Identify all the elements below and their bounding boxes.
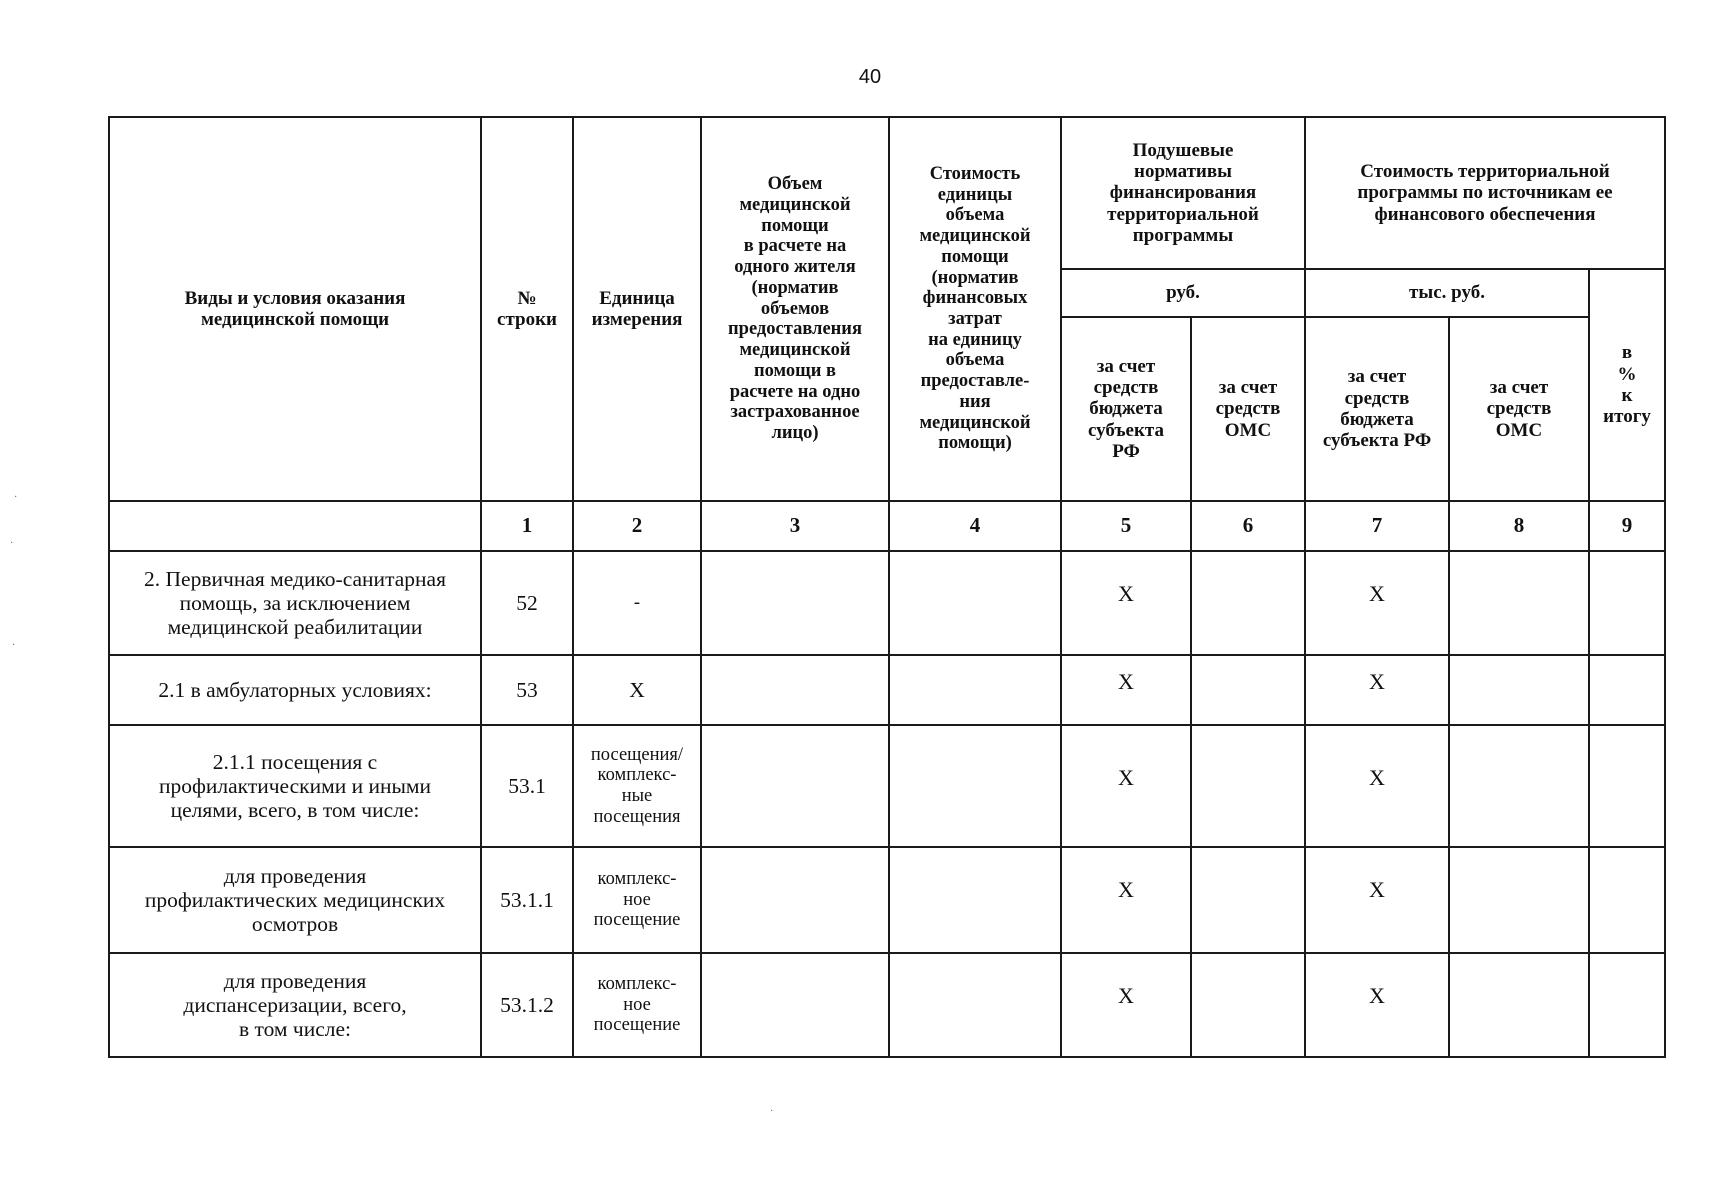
column-numbers-row (109, 501, 1665, 551)
table-row (109, 725, 1665, 847)
column-number: 9 (1589, 501, 1665, 551)
financing-table (108, 116, 1666, 1058)
row-number: 53 (481, 655, 573, 725)
cell-percent (1589, 725, 1665, 847)
column-number: 2 (573, 501, 701, 551)
cell-volume (701, 551, 889, 655)
cell-cost-unit (889, 847, 1061, 953)
column-number: 6 (1191, 501, 1305, 551)
cell-budget-rf: X (1061, 953, 1191, 1057)
cell-oms-2 (1449, 551, 1589, 655)
scan-speck: · (12, 640, 16, 651)
row-label: 2.1.1 посещения с профилактическими и иными целями, всего, в том числе: (109, 725, 481, 847)
header-budget-rf: за счет средств бюджета субъекта РФ (1061, 317, 1191, 501)
header-rub: руб. (1061, 269, 1305, 317)
cell-oms-2 (1449, 655, 1589, 725)
row-unit: комплекс- ное посещение (573, 953, 701, 1057)
row-number: 52 (481, 551, 573, 655)
table-row (109, 953, 1665, 1057)
cell-oms (1191, 953, 1305, 1057)
scan-speck: · (10, 538, 14, 549)
cell-cost-unit (889, 551, 1061, 655)
cell-budget-rf-2: X (1305, 847, 1449, 953)
column-number: 4 (889, 501, 1061, 551)
cell-budget-rf-2: X (1305, 725, 1449, 847)
table-row (109, 655, 1665, 725)
row-number: 53.1 (481, 725, 573, 847)
header-oms-2: за счет средств ОМС (1449, 317, 1589, 501)
column-number: 7 (1305, 501, 1449, 551)
column-number: 3 (701, 501, 889, 551)
page-number: 40 (858, 66, 882, 88)
table-row (109, 847, 1665, 953)
scan-speck: · (770, 1106, 774, 1117)
row-unit: - (573, 551, 701, 655)
column-number: 8 (1449, 501, 1589, 551)
cell-budget-rf-2: X (1305, 551, 1449, 655)
cell-percent (1589, 847, 1665, 953)
row-unit: комплекс- ное посещение (573, 847, 701, 953)
cell-oms (1191, 725, 1305, 847)
cell-oms-2 (1449, 725, 1589, 847)
row-unit: посещения/ комплекс- ные посещения (573, 725, 701, 847)
row-label: для проведения диспансеризации, всего, в том числе: (109, 953, 481, 1057)
header-budget-rf-2: за счет средств бюджета субъекта РФ (1305, 317, 1449, 501)
header-per-capita: Подушевые нормативы финансирования территориальной программы (1061, 117, 1305, 269)
cell-percent (1589, 655, 1665, 725)
row-label: 2. Первичная медико-санитарная помощь, за исключением медицинской реабилитации (109, 551, 481, 655)
cell-percent (1589, 953, 1665, 1057)
row-label: 2.1 в амбулаторных условиях: (109, 655, 481, 725)
cell-volume (701, 725, 889, 847)
row-number: 53.1.1 (481, 847, 573, 953)
row-unit: X (573, 655, 701, 725)
cell-budget-rf-2: X (1305, 655, 1449, 725)
column-number: 5 (1061, 501, 1191, 551)
header-oms: за счет средств ОМС (1191, 317, 1305, 501)
cell-budget-rf: X (1061, 725, 1191, 847)
header-volume: Объем медицинской помощи в расчете на одного жителя (норматив объемов предоставления медицинской помощи в расчете на одно застрахованное лицо) (701, 117, 889, 501)
scan-speck: · (14, 492, 18, 503)
row-label: для проведения профилактических медицинских осмотров (109, 847, 481, 953)
cell-cost-unit (889, 953, 1061, 1057)
header-cost-unit: Стоимость единицы объема медицинской помощи (норматив финансовых затрат на единицу объема предоставле- ния медицинской помощи) (889, 117, 1061, 501)
cell-cost-unit (889, 655, 1061, 725)
cell-oms (1191, 847, 1305, 953)
cell-cost-unit (889, 725, 1061, 847)
cell-volume (701, 655, 889, 725)
row-number: 53.1.2 (481, 953, 573, 1057)
column-number-blank (109, 501, 481, 551)
cell-budget-rf: X (1061, 847, 1191, 953)
cell-oms-2 (1449, 953, 1589, 1057)
cell-budget-rf: X (1061, 655, 1191, 725)
cell-budget-rf-2: X (1305, 953, 1449, 1057)
header-unit: Единица измерения (573, 117, 701, 501)
table-row (109, 551, 1665, 655)
header-row-no: № строки (481, 117, 573, 501)
cell-volume (701, 953, 889, 1057)
cell-oms (1191, 551, 1305, 655)
cell-volume (701, 847, 889, 953)
cell-oms-2 (1449, 847, 1589, 953)
header-thous-rub: тыс. руб. (1305, 269, 1589, 317)
column-number: 1 (481, 501, 573, 551)
cell-budget-rf: X (1061, 551, 1191, 655)
header-percent-total: в % к итогу (1589, 269, 1665, 501)
header-program-cost: Стоимость территориальной программы по источникам ее финансового обеспечения (1305, 117, 1665, 269)
header-types: Виды и условия оказания медицинской помощи (109, 117, 481, 501)
cell-oms (1191, 655, 1305, 725)
cell-percent (1589, 551, 1665, 655)
